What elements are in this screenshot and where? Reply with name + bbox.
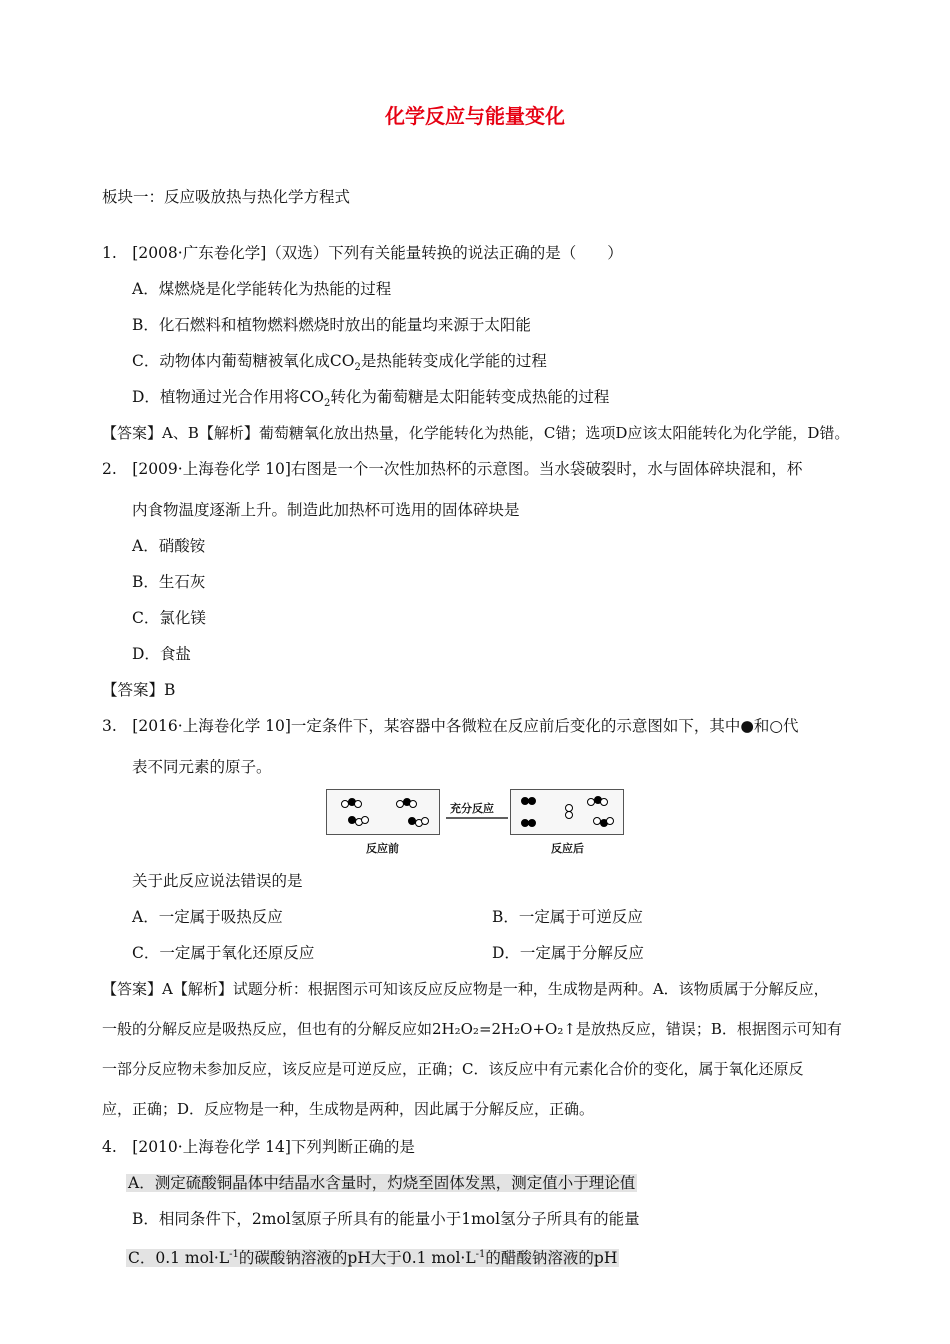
q3-answer-line3: 一部分反应物未参加反应，该反应是可逆反应，正确；C．该反应中有元素化合价的变化，属于氧化还原反 bbox=[102, 1060, 804, 1078]
q4-option-c: C．0.1 $mol\cdot L^{-1}$的碳酸钠溶液的pH大于0.1 $mol\cdot L^{-1}$的醋酸钠溶液的pH bbox=[128, 1249, 618, 1268]
before-box bbox=[326, 789, 440, 835]
q3-option-a: A．一定属于吸热反应 bbox=[132, 908, 283, 926]
q1-answer: 【答案】A、B【解析】葡萄糖氧化放出热量，化学能转化为热能，C错；选项D应该太阳能转化为化学能，D错。 bbox=[102, 424, 850, 442]
q2-answer: 【答案】B bbox=[102, 681, 176, 699]
q3-option-c: C．一定属于氧化还原反应 bbox=[132, 944, 315, 962]
q3-answer-line4: 应，正确；D．反应物是一种，生成物是两种，因此属于分解反应，正确。 bbox=[102, 1100, 595, 1118]
reaction-arrow bbox=[446, 815, 508, 821]
q4-option-b: B．相同条件下，2mol氢原子所具有的能量小于1mol氢分子所具有的能量 bbox=[132, 1210, 640, 1228]
reaction-arrow-label: 充分反应 bbox=[450, 802, 494, 815]
q3-stem-line1: 3. [2016·上海卷化学 10]一定条件下，某容器中各微粒在反应前后变化的示意图如下，其中●和○代 bbox=[102, 717, 799, 735]
before-label: 反应前 bbox=[366, 842, 399, 855]
after-box bbox=[510, 789, 624, 835]
q1-option-a: A．煤燃烧是化学能转化为热能的过程 bbox=[132, 280, 392, 298]
q2-option-c: C．氯化镁 bbox=[132, 609, 206, 627]
section-heading: 板块一：反应吸放热与热化学方程式 bbox=[102, 188, 351, 206]
q3-stem-line2: 表不同元素的原子。 bbox=[132, 758, 272, 776]
q2-option-a: A．硝酸铵 bbox=[132, 537, 206, 555]
q3-answer-line1: 【答案】A【解析】试题分析：根据图示可知该反应反应物是一种，生成物是两种。A．该物质属于分解反应， bbox=[102, 980, 829, 998]
q1-option-b: B．化石燃料和植物燃料燃烧时放出的能量均来源于太阳能 bbox=[132, 316, 531, 334]
q2-option-d: D．食盐 bbox=[132, 645, 191, 663]
before-particles bbox=[327, 790, 439, 834]
q4-stem: 4. [2010·上海卷化学 14]下列判断正确的是 bbox=[102, 1138, 415, 1156]
q1-stem: 1. [2008·广东卷化学]（双选）下列有关能量转换的说法正确的是（ ） bbox=[102, 244, 623, 262]
q4-option-a: A．测定硫酸铜晶体中结晶水含量时，灼烧至固体发黑，测定值小于理论值 bbox=[128, 1174, 636, 1192]
q3-prompt: 关于此反应说法错误的是 bbox=[132, 872, 303, 890]
q3-answer-line2: 一般的分解反应是吸热反应，但也有的分解反应如2H₂O₂=2H₂O+O₂↑是放热反应，错误；B．根据图示可知有 bbox=[102, 1020, 842, 1038]
q2-option-b: B．生石灰 bbox=[132, 573, 206, 591]
page-title: 化学反应与能量变化 bbox=[385, 104, 565, 128]
after-label: 反应后 bbox=[551, 842, 584, 855]
q1-option-c: C．动物体内葡萄糖被氧化成$CO_2$是热能转变成化学能的过程 bbox=[132, 352, 547, 374]
q2-stem-line1: 2. [2009·上海卷化学 10]右图是一个一次性加热杯的示意图。当水袋破裂时，水与固体碎块混和，杯 bbox=[102, 460, 803, 478]
q1-option-d: D．植物通过光合作用将$CO_2$转化为葡萄糖是太阳能转变成热能的过程 bbox=[132, 388, 610, 410]
reaction-diagram bbox=[326, 787, 626, 857]
after-particles bbox=[511, 790, 623, 834]
q2-stem-line2: 内食物温度逐渐上升。制造此加热杯可选用的固体碎块是 bbox=[132, 501, 520, 519]
q3-option-b: B．一定属于可逆反应 bbox=[492, 908, 643, 926]
q3-option-d: D．一定属于分解反应 bbox=[492, 944, 644, 962]
